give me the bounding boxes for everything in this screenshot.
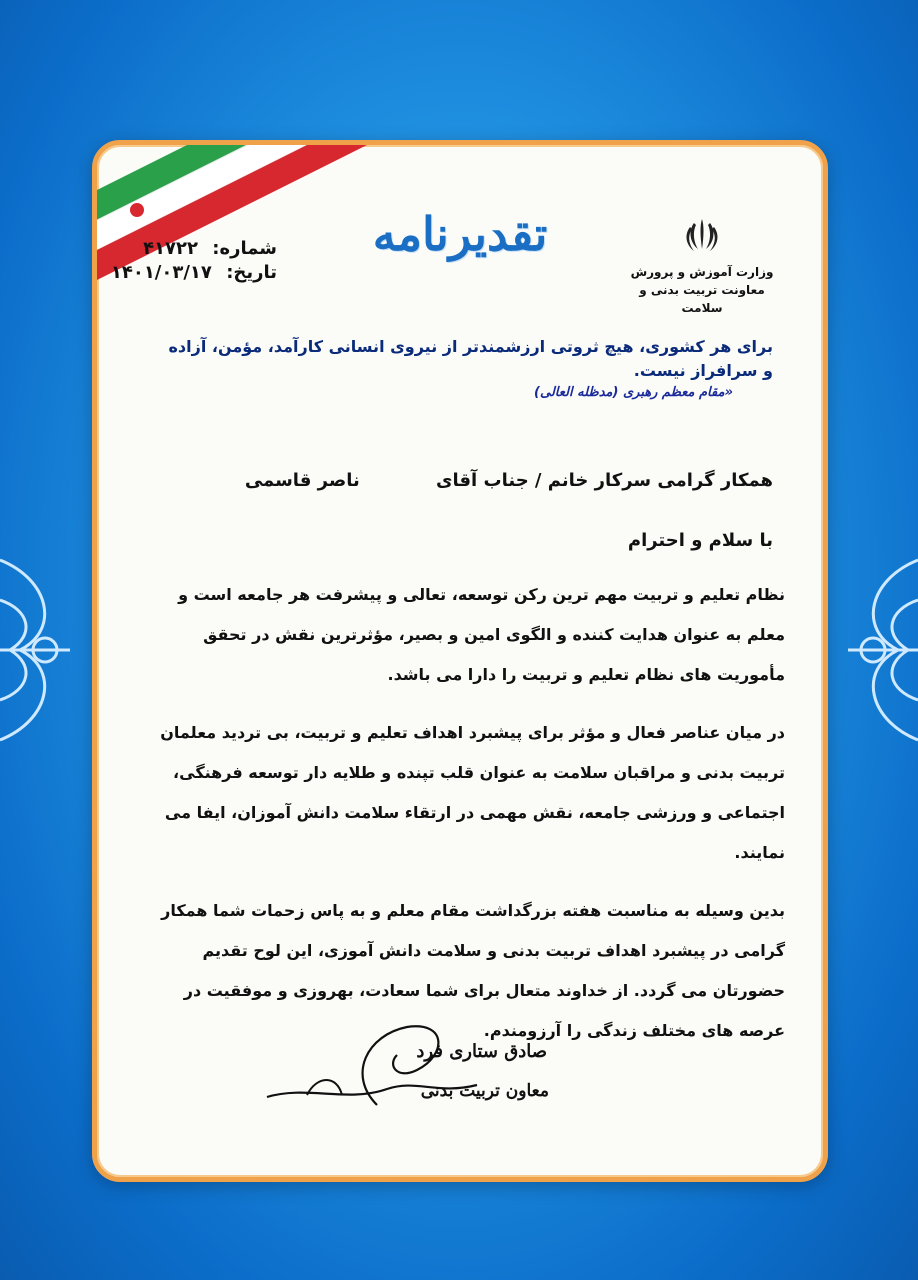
letter-body	[135, 575, 785, 1069]
signatory-title: معاون تربیت بدنی	[420, 1081, 549, 1101]
left-ornament-icon	[0, 540, 80, 760]
deputy-name: معاونت تربیت بدنی و سلامت	[639, 283, 765, 315]
iran-emblem-icon	[682, 215, 722, 255]
date-value: ۱۴۰۱/۰۳/۱۷	[110, 262, 212, 283]
leader-quote: برای هر کشوری، هیچ ثروتی ارزشمندتر از نیروی انسانی کارآمد، مؤمن، آزاده و سرافراز نیست.	[168, 337, 773, 380]
addressee-name: ناصر قاسمی	[244, 470, 360, 491]
letter-number	[127, 237, 277, 261]
body-paragraph: نظام تعلیم و تربیت مهم ترین رکن توسعه، تعالی و پیشرفت هر جامعه است و معلم به عنوان هدایت کننده و الگوی امین و بصیر، مؤثرترین نقش در تحقق مأموریت های نظام تعلیم و تربیت را دارا می باشد.	[178, 585, 785, 684]
ministry-block	[617, 215, 787, 317]
body-paragraph: بدین وسیله به مناسبت هفته بزرگداشت مقام معلم و به پاس زحمات شما همکار گرامی در پیشبرد اهداف تربیت بدنی و سلامت دانش آموزی، این لوح تقدیم حضورتان می گردد. از خداوند متعال برای شما سعادت، بهروزی و موفقیت در عرصه های مختلف زندگی را آرزومندم.	[161, 901, 785, 1040]
ministry-name: وزارت آموزش و پرورش	[630, 265, 774, 279]
body-paragraph: در میان عناصر فعال و مؤثر برای پیشبرد اهداف تعلیم و تربیت، بی تردید معلمان تربیت بدنی و مراقبان سلامت به عنوان قلب تپنده و طلایه دار توسعه فرهنگی، اجتماعی و ورزشی جامعه، نقش مهمی در ارتقاء سلامت دانش آموزان، ایفا می نمایند.	[160, 723, 785, 862]
letter-date	[110, 261, 277, 285]
date-label: تاریخ:	[226, 262, 277, 283]
number-value: ۴۱۷۲۲	[143, 238, 198, 259]
right-ornament-icon	[838, 540, 918, 760]
certificate-paper	[92, 140, 828, 1182]
greeting: با سلام و احترام	[627, 530, 773, 551]
letter-meta	[110, 237, 277, 285]
addressee-prefix: همکار گرامی سرکار خانم / جناب آقای	[436, 470, 773, 491]
number-label: شماره:	[212, 238, 277, 259]
certificate-title: تقدیرنامه	[372, 207, 548, 261]
quote-source: «مقام معظم رهبری (مدظله العالی)	[534, 385, 733, 400]
signatory-name: صادق ستاری فرد	[416, 1041, 547, 1062]
addressee-line	[143, 470, 773, 491]
